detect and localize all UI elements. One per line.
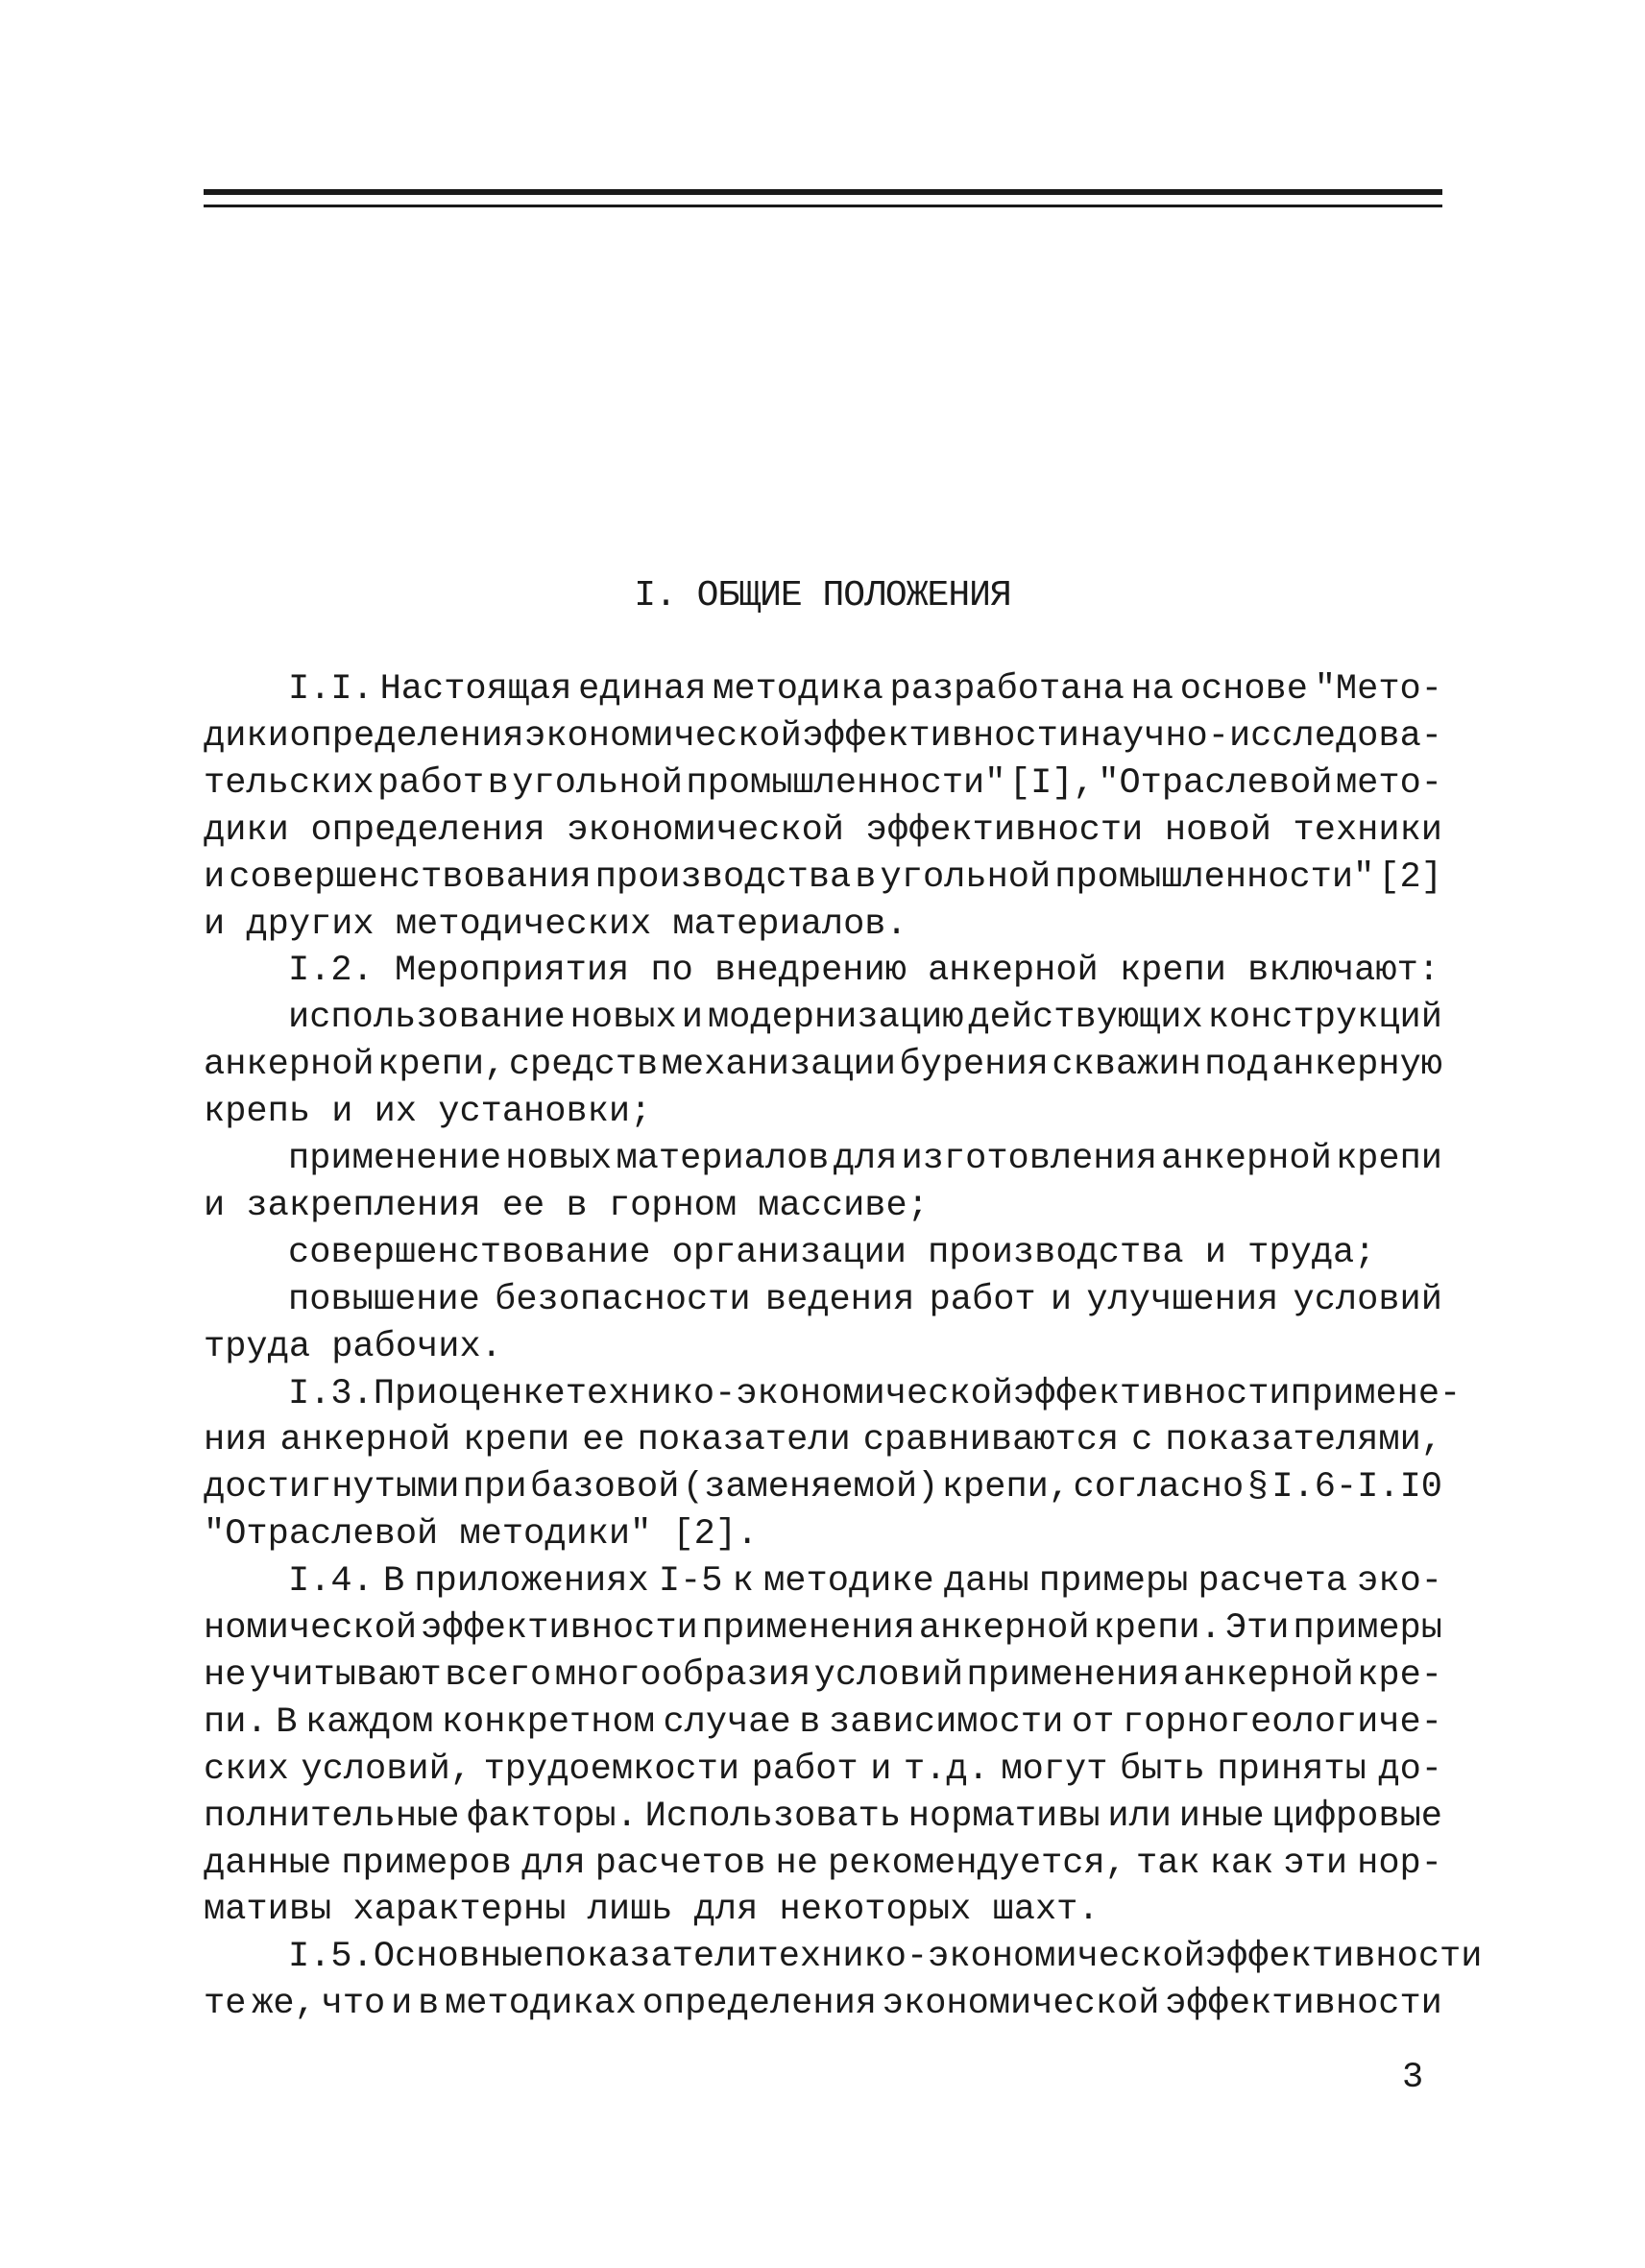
text-line: крепь и их установки; bbox=[204, 1092, 652, 1133]
text-line: I.I. Настоящая единая методика разработана на основе "Мето- bbox=[288, 669, 1442, 710]
page-number: 3 bbox=[1402, 2058, 1424, 2098]
text-line: дики определения экономической эффективности новой техники bbox=[204, 809, 1442, 851]
text-line: и других методических материалов. bbox=[204, 904, 907, 945]
text-line: ния анкерной крепи ее показатели сравниваются с показателями, bbox=[204, 1420, 1442, 1461]
text-line: применение новых материалов для изготовления анкерной крепи bbox=[288, 1139, 1442, 1179]
text-line: те же, что и в методиках определения экономической эффективности bbox=[204, 1984, 1442, 2025]
text-line: анкерной крепи, средств механизации бурения скважин под анкерную bbox=[204, 1045, 1442, 1086]
text-line: и закрепления ее в горном массиве; bbox=[204, 1185, 929, 1226]
text-line: I.2. Мероприятия по внедрению анкерной крепи включают: bbox=[288, 951, 1439, 992]
text-line: ских условий, трудоемкости работ и т.д. могут быть приняты до- bbox=[204, 1749, 1442, 1790]
text-line: не учитывают всего многообразия условий применения анкерной кре- bbox=[204, 1654, 1442, 1696]
text-line: номической эффективности применения анкерной крепи. Эти примеры bbox=[204, 1608, 1442, 1649]
text-line: использование новых и модернизацию действующих конструкций bbox=[288, 998, 1442, 1039]
text-line: тельских работ в угольной промышленности" [I], "Отраслевой мето- bbox=[204, 762, 1442, 804]
text-line: достигнутыми при базовой (заменяемой) крепи, согласно § I.6-I.I0 bbox=[204, 1467, 1442, 1508]
header-rule-thin bbox=[204, 205, 1442, 207]
text-line: I.4. В приложениях I-5 к методике даны примеры расчета эко- bbox=[288, 1561, 1442, 1603]
section-title: I. ОБЩИЕ ПОЛОЖЕНИЯ bbox=[634, 575, 1011, 616]
text-line: данные примеров для расчетов не рекомендуется, так как эти нор- bbox=[204, 1843, 1442, 1884]
text-line: труда рабочих. bbox=[204, 1326, 502, 1367]
text-line: "Отраслевой методики" [2]. bbox=[204, 1514, 759, 1556]
header-rule-thick bbox=[204, 189, 1442, 195]
text-line: I.3. При оценке технико-экономической эффективности примене- bbox=[288, 1373, 1462, 1414]
text-line: I.5. Основные показатели технико-экономической эффективности bbox=[288, 1937, 1483, 1978]
text-line: повышение безопасности ведения работ и улучшения условий bbox=[288, 1279, 1442, 1320]
text-line: совершенствование организации производства и труда; bbox=[288, 1232, 1376, 1273]
text-line: пи. В каждом конкретном случае в зависимости от горногеологиче- bbox=[204, 1701, 1442, 1743]
text-line: и совершенствования производства в угольной промышленности" [2] bbox=[204, 857, 1442, 898]
text-line: полнительные факторы. Использовать нормативы или иные цифровые bbox=[204, 1796, 1442, 1837]
text-line: дики определения экономической эффективности научно-исследова- bbox=[204, 715, 1442, 757]
text-line: мативы характерны лишь для некоторых шахт. bbox=[204, 1890, 1100, 1931]
